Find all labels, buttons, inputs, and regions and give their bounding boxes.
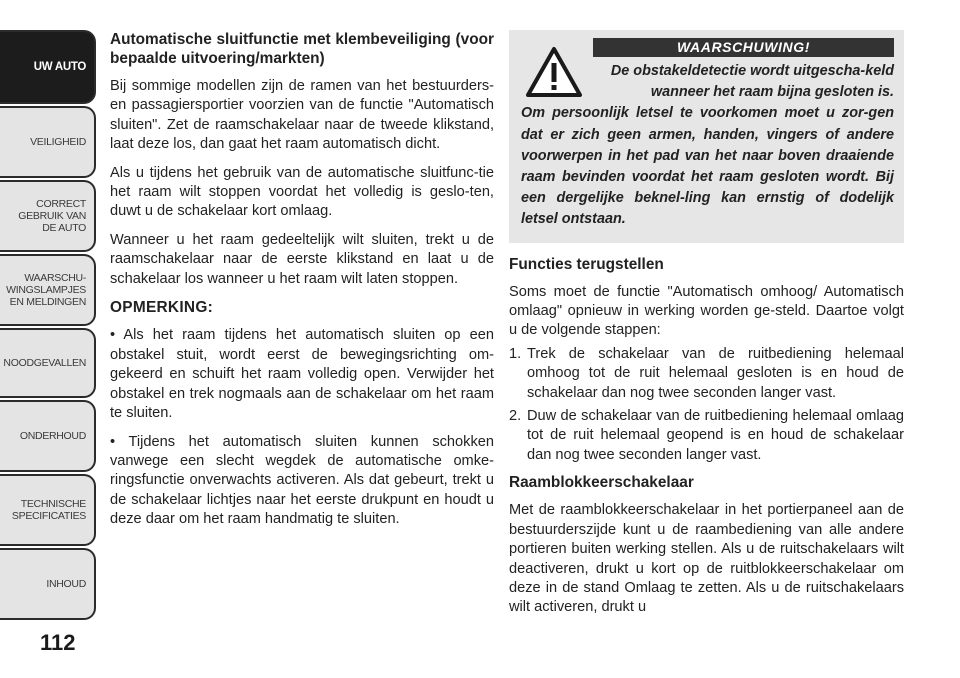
note-item: • Als het raam tijdens het automatisch sluiten op een obstakel stuit, wordt eerst de bewegingsrichting om-gekeerd en schuift het raam volledig open. Verwijder het obstakel en trek nogmaals aan de schakelaar om het raam te sluiten. [110, 327, 494, 422]
note-list [110, 326, 494, 529]
step-text: Duw de schakelaar van de ruitbediening helemaal omlaag tot de ruit helemaal geopend is en houd de schakelaar dan nog twee seconden langer vast. [527, 408, 904, 463]
section-heading: Raamblokkeerschakelaar [509, 474, 694, 492]
tab-label: VEILIGHEID [30, 136, 86, 148]
tab-label: TECHNISCHE SPECIFICATIES [11, 498, 86, 522]
step-text: Trek de schakelaar van de ruitbediening helemaal omhoog tot de ruit helemaal gesloten is en houd de schakelaar dan nog twee seconden langer vast. [527, 345, 904, 401]
tab-label: ONDERHOUD [19, 430, 86, 442]
tab-noodgevallen[interactable] [0, 328, 96, 398]
tab-inhoud[interactable] [0, 548, 96, 620]
tab-veiligheid[interactable] [0, 106, 96, 178]
tab-label: INHOUD [46, 578, 86, 590]
warning-box [509, 30, 904, 243]
right-column [509, 30, 904, 627]
warning-title: WAARSCHUWING! [593, 38, 894, 57]
tab-technische-specificaties[interactable] [0, 474, 96, 546]
list-item [509, 345, 904, 403]
steps-list [509, 345, 904, 465]
section-heading: Functies terugstellen [509, 255, 664, 273]
tab-onderhoud[interactable] [0, 400, 96, 472]
page-number: 112 [40, 630, 76, 655]
paragraph: Met de raamblokkeerschakelaar in het portierpaneel aan de bestuurderszijde kunt u de raambediening van alle andere portieren buiten werking stellen. Als u de ruitschakelaars wilt deactiveren, drukt u kort op de ruitblokkeerschakelaar om deze in de stand Omlaag te zetten. Als u de ruitschakelaars wilt activeren, drukt u [509, 502, 904, 616]
tab-label: UW AUTO [33, 61, 86, 73]
tab-label: WAARSCHU- WINGSLAMPJES EN MELDINGEN [6, 272, 86, 308]
tab-uw-auto[interactable] [0, 30, 96, 104]
tab-correct-gebruik[interactable] [0, 180, 96, 252]
warning-body: Om persoonlijk letsel te voorkomen moet u zor-gen dat er zich geen armen, handen, vingers of andere voorwerpen in het pad van het naar boven draaiende raam bevinden voordat het raam gesloten wordt. Bij een dergelijke beknel-ling kan ernstig of dodelijk letsel ontstaan. [521, 105, 894, 228]
tab-label: NOODGEVALLEN [3, 357, 86, 369]
list-item [509, 407, 904, 465]
tab-label: CORRECT GEBRUIK VAN DE AUTO [18, 198, 86, 234]
left-column [110, 30, 494, 539]
step-number: 1. [509, 345, 522, 362]
warning-lead: De obstakeldetectie wordt uitgescha-keld wanneer het raam bijna gesloten is. [610, 63, 894, 101]
note-item: • Tijdens het automatisch sluiten kunnen schokken vanwege een slecht wegdek de automatische omke-ringsfunctie onverwachts activeren. Als dat gebeurt, trekt u de schakelaar lichtjes naar het eerste drukpunt en houdt u deze daar om het raam handmatig te sluiten. [110, 433, 494, 528]
section-heading: Automatische sluitfunctie met klembeveiliging (voor bepaalde uitvoering/markten) [110, 31, 494, 67]
paragraph: Wanneer u het raam gedeeltelijk wilt sluiten, trekt u de raamschakelaar naar de eerste klikstand en laat u de schakelaar los wanneer u het raam wilt laten stoppen. [110, 231, 494, 287]
step-number: 2. [509, 408, 522, 425]
warning-triangle-icon [525, 46, 583, 98]
note-heading: OPMERKING: [110, 299, 214, 317]
tab-waarschuwingslampjes[interactable] [0, 254, 96, 326]
paragraph: Bij sommige modellen zijn de ramen van het bestuurders- en passagiersportier voorzien van de functie "Automatisch sluiten". Zet de raamschakelaar naar de tweede klikstand, laat deze los, dan gaat het raam automatisch dicht. [110, 78, 494, 153]
paragraph: Als u tijdens het gebruik van de automatische sluitfunc-tie het raam wilt stoppen voordat het volledig is geslo-ten, duwt u de schakelaar kort omlaag. [110, 164, 494, 220]
paragraph: Soms moet de functie "Automatisch omhoog/ Automatisch omlaag" opnieuw in werking worden ge-steld. Daartoe volgt u de volgende stappen: [509, 283, 904, 339]
